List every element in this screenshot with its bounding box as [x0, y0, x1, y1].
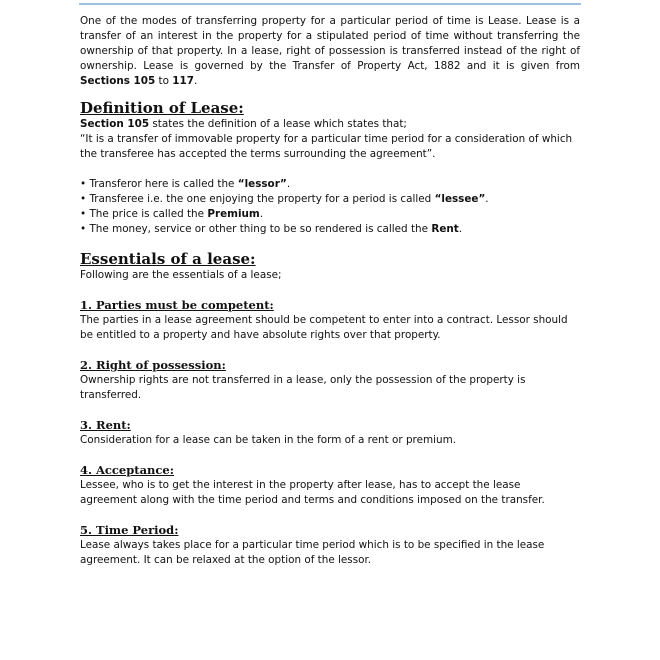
definition-bullet-list	[80, 177, 580, 237]
bullet-end: .	[485, 193, 489, 205]
essential-body: Consideration for a lease can be taken in the form of a rent or premium.	[80, 434, 457, 446]
header-rule	[79, 3, 581, 5]
essential-title: 3. Rent:	[80, 418, 131, 432]
intro-bold-sections: Sections 105	[80, 75, 156, 87]
definition-heading: Definition of Lease:	[80, 99, 244, 117]
bullet-text: Transferor here is called the	[86, 178, 238, 190]
bullet-item	[80, 222, 580, 237]
bullet-bold: Premium	[207, 208, 260, 220]
essential-body: The parties in a lease agreement should be competent to enter into a contract. Lessor should be entitled to a property and have absolute rights over that property.	[80, 314, 568, 341]
bullet-marker: •	[80, 178, 87, 190]
bullet-end: .	[458, 223, 463, 235]
essential-item-competence	[80, 297, 580, 343]
bullet-text: The price is called the	[86, 208, 208, 220]
essential-item-time-period	[80, 522, 580, 568]
bullet-bold: Rent	[431, 223, 459, 235]
bullet-text: Transferee i.e. the one enjoying the property for a period is called	[86, 193, 435, 205]
essential-title: 4. Acceptance:	[80, 463, 174, 477]
intro-period: .	[194, 75, 198, 87]
intro-text: One of the modes of transferring property for a particular period of time is Lease. Lease is a transfer of an interest in the property for a stipulated period of time without transferring the ownership of that property. In a lease, right of possession is transferred instead of the right of ownership. Lease is governed by the Transfer of Property Act, 1882 and it is given from	[80, 15, 580, 72]
essential-body: Lease always takes place for a particular time period which is to be specified in the lease agreement. It can be relaxed at the option of the lessor.	[80, 539, 545, 566]
bullet-end: .	[286, 178, 291, 190]
bullet-bold: “lessor”	[237, 178, 287, 190]
essentials-heading: Essentials of a lease:	[80, 250, 256, 268]
definition-line-text: states the definition of a lease which states that;	[149, 118, 407, 130]
essential-item-possession	[80, 357, 580, 403]
essential-title: 1. Parties must be competent:	[80, 298, 274, 312]
bullet-marker: •	[80, 208, 87, 220]
intro-paragraph	[80, 14, 580, 89]
bullet-text: The money, service or other thing to be so rendered is called the	[86, 223, 432, 235]
essential-item-acceptance	[80, 462, 580, 508]
essential-body: Ownership rights are not transferred in a lease, only the possession of the property is transferred.	[80, 374, 526, 401]
bullet-item	[80, 207, 580, 222]
essential-body: Lessee, who is to get the interest in the property after lease, has to accept the lease agreement along with the time period and terms and conditions imposed on the transfer.	[80, 479, 545, 506]
intro-bold-117: 117	[172, 75, 194, 87]
essential-title: 2. Right of possession:	[80, 358, 226, 372]
document-body	[80, 14, 580, 568]
bullet-item	[80, 177, 580, 192]
essential-item-rent	[80, 417, 580, 448]
intro-text-to: to	[155, 75, 173, 87]
essentials-intro: Following are the essentials of a lease;	[80, 269, 282, 281]
bullet-end: .	[259, 208, 264, 220]
definition-quote: “It is a transfer of immovable property for a particular time period for a consideration of which the transferee has accepted the terms surrounding the agreement”.	[80, 133, 573, 160]
bullet-marker: •	[80, 193, 87, 205]
bullet-bold: “lessee”	[434, 193, 486, 205]
bullet-marker: •	[80, 223, 87, 235]
bullet-item	[80, 192, 580, 207]
definition-section-ref: Section 105	[80, 118, 150, 130]
essential-title: 5. Time Period:	[80, 523, 179, 537]
definition-line	[80, 117, 580, 132]
